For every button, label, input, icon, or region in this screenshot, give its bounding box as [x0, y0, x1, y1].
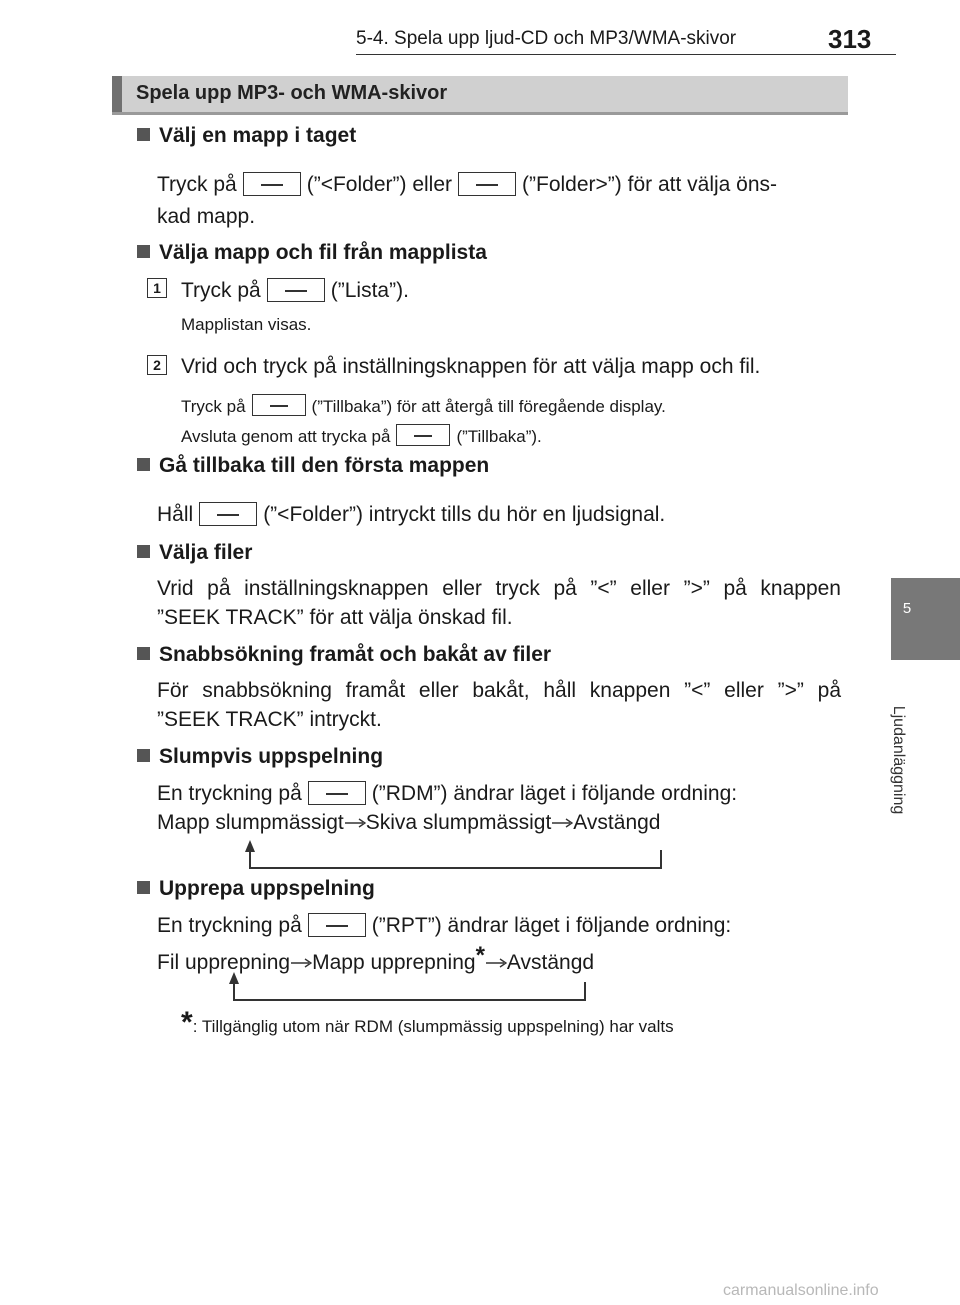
text: Håll: [157, 503, 194, 526]
loop-back-line: [233, 982, 586, 1001]
text: (”RDM”) ändrar läget i följande ordning:: [371, 782, 738, 805]
heading-folder-text: Välj en mapp i taget: [159, 124, 357, 147]
folder-up-button-icon: [458, 172, 516, 196]
back-button-icon: [252, 394, 306, 416]
text: (”Tillbaka”) för att återgå till föregående display.: [311, 397, 666, 416]
rdm-button-icon: [308, 781, 366, 805]
arrow-right-icon: [344, 818, 366, 828]
folder-down-button-icon: [199, 502, 257, 526]
header-rule: [356, 54, 896, 55]
footnote-marker: *: [475, 942, 485, 969]
mode-item: Avstängd: [506, 951, 595, 974]
mode-item: Skiva slumpmässigt: [365, 811, 552, 834]
random-sequence: [157, 811, 660, 835]
loop-back-line: [249, 850, 662, 869]
first-folder-instruction: [157, 502, 665, 527]
text: (”Lista”).: [330, 279, 409, 302]
step-2: Vrid och tryck på inställningsknappen för att välja mapp och fil.: [181, 355, 761, 378]
files-line-1: Vrid på inställningsknappen eller tryck på ”<” eller ”>” på knappen: [157, 577, 841, 600]
heading-random: [137, 745, 383, 769]
bullet-square-icon: [137, 128, 150, 141]
section-title: Spela upp MP3- och WMA-skivor: [136, 82, 448, 104]
bullet-square-icon: [137, 749, 150, 762]
heading-seek: [137, 643, 551, 667]
text: Tryck på: [157, 173, 237, 196]
heading-first-folder-text: Gå tillbaka till den första mappen: [159, 454, 490, 477]
step-number-1: 1: [147, 278, 167, 298]
step-number-2: 2: [147, 355, 167, 375]
text: En tryckning på: [157, 782, 302, 805]
section-header: [112, 76, 848, 115]
heading-files: [137, 541, 252, 565]
section-header-bar: [112, 76, 122, 112]
mode-item: Mapp upprepning: [312, 951, 476, 974]
seek-line-2: ”SEEK TRACK” intryckt.: [157, 708, 382, 731]
folder-instruction: [157, 172, 777, 197]
chapter-tab: [891, 578, 960, 660]
text: (”<Folder”) intryckt tills du hör en ljudsignal.: [263, 503, 666, 526]
heading-repeat-text: Upprepa uppspelning: [159, 877, 375, 900]
text: (”<Folder”) eller: [306, 173, 453, 196]
chapter-title: 5-4. Spela upp ljud-CD och MP3/WMA-skivor: [356, 28, 737, 49]
text: (”RPT”) ändrar läget i följande ordning:: [371, 914, 732, 937]
text: (”Folder>”) för att välja öns-: [522, 173, 778, 196]
heading-random-text: Slumpvis uppspelning: [159, 745, 384, 768]
text: En tryckning på: [157, 914, 302, 937]
files-line-2: ”SEEK TRACK” för att välja önskad fil.: [157, 606, 513, 629]
folder-down-button-icon: [243, 172, 301, 196]
text: (”Tillbaka”).: [456, 427, 542, 446]
arrow-right-icon: [551, 818, 573, 828]
heading-repeat: [137, 877, 375, 901]
note-back: [181, 394, 666, 417]
bullet-square-icon: [137, 458, 150, 471]
repeat-sequence: [157, 942, 594, 975]
heading-first-folder: [137, 454, 489, 478]
bullet-square-icon: [137, 647, 150, 660]
repeat-instruction: [157, 913, 731, 938]
arrow-right-icon: [290, 958, 312, 968]
heading-seek-text: Snabbsökning framåt och bakåt av filer: [159, 643, 552, 666]
mode-item: Mapp slumpmässigt: [157, 811, 344, 834]
text: Tryck på: [181, 279, 261, 302]
seek-line-1: För snabbsökning framåt eller bakåt, håll knappen ”<” eller ”>” på: [157, 679, 841, 702]
note-exit: [181, 424, 542, 447]
text: Tryck på: [181, 397, 246, 416]
random-instruction: [157, 781, 737, 806]
text: Avsluta genom att trycka på: [181, 427, 391, 446]
bullet-square-icon: [137, 881, 150, 894]
footnote-star: *: [181, 1006, 193, 1039]
bullet-square-icon: [137, 245, 150, 258]
heading-list-text: Välja mapp och fil från mapplista: [159, 241, 487, 264]
footnote-text: : Tillgänglig utom när RDM (slumpmässig uppspelning) har valts: [192, 1017, 674, 1036]
list-button-icon: [267, 278, 325, 302]
watermark: carmanualsonline.info: [723, 1282, 879, 1299]
step-1: [181, 278, 409, 303]
page-number: 313: [828, 24, 872, 54]
mode-item: Fil upprepning: [157, 951, 291, 974]
heading-files-text: Välja filer: [159, 541, 253, 564]
back-button-icon: [396, 424, 450, 446]
rpt-button-icon: [308, 913, 366, 937]
mode-item: Avstängd: [573, 811, 661, 834]
footnote: [181, 1006, 674, 1040]
folder-instruction-cont: kad mapp.: [157, 205, 256, 228]
heading-list: [137, 241, 487, 265]
step-1-note: Mapplistan visas.: [181, 315, 312, 334]
chapter-tab-number: 5: [902, 600, 912, 617]
heading-folder: [137, 124, 356, 148]
chapter-tab-label: Ljudanläggning: [890, 705, 907, 815]
bullet-square-icon: [137, 545, 150, 558]
arrow-right-icon: [485, 958, 507, 968]
